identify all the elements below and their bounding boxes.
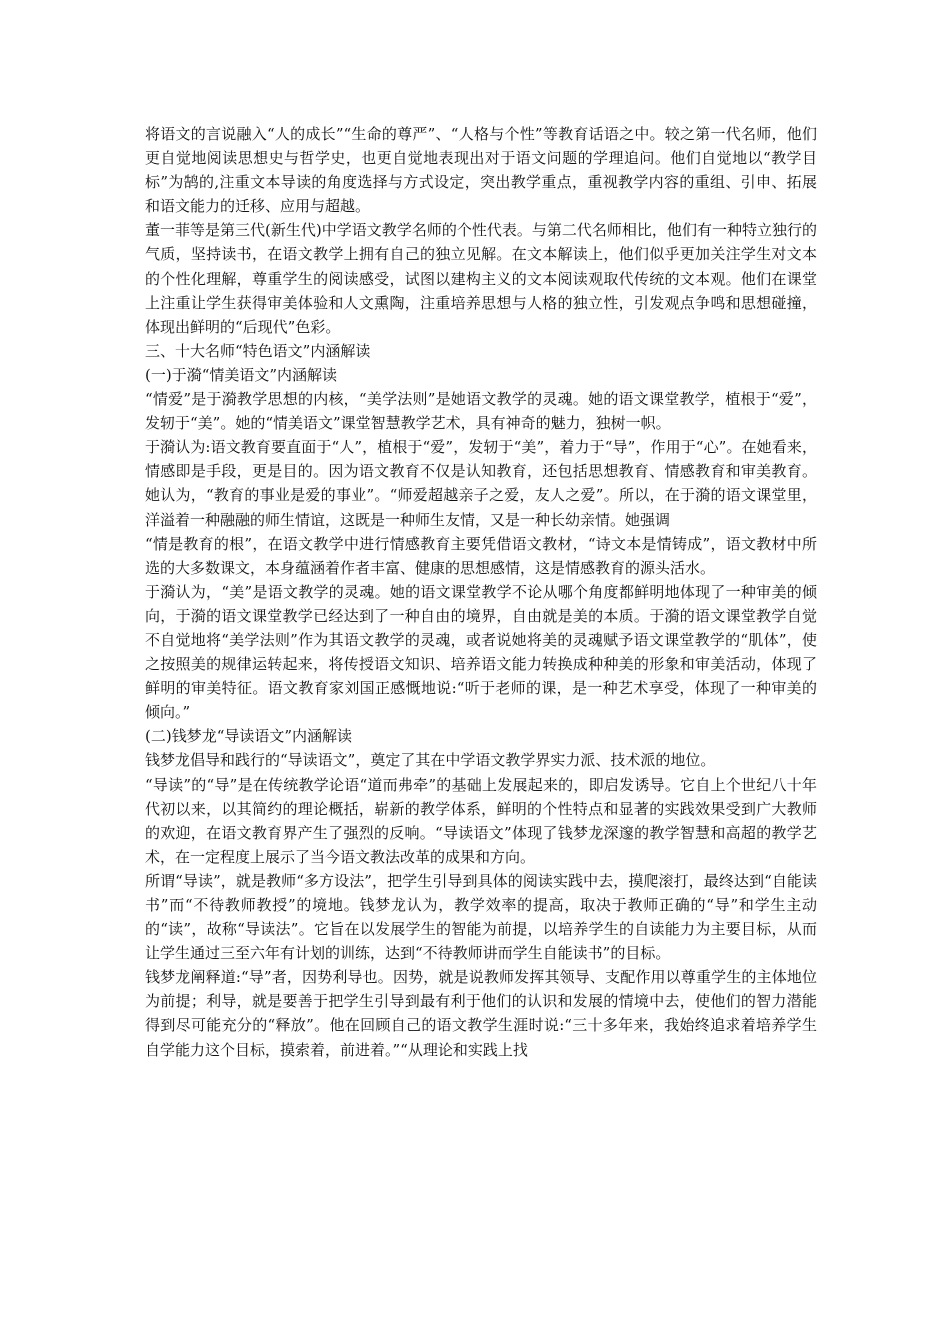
subsection-heading-yu-yi: (一)于漪“情美语文”内涵解读 <box>145 365 338 384</box>
paragraph-daodu-definition: 所谓“导读”，就是教师“多方设法”，把学生引导到具体的阅读实践中去，摸爬滚打，最终达到“自能读书”而“不待教师教授”的境地。钱梦龙认为，教学效率的提高，取决于教师正确的“导”和学生主动的“读”，故称“导读法”。它旨在以发展学生的智能为前提，以培养学生的自读能力为主要目标，从而让学生通过三至六年有计划的训练，达到“不待教师讲而学生自能读书”的目标。 <box>145 871 817 963</box>
paragraph-daodu-intro: 钱梦龙倡导和践行的“导读语文”，奠定了其在中学语文教学界实力派、技术派的地位。 <box>145 751 716 770</box>
paragraph-qingai: “情爱”是于漪教学思想的内核，“美学法则”是她语文教学的灵魂。她的语文课堂教学，植根于“爱”，发轫于“美”。她的“情美语文”课堂智慧教学艺术，具有神奇的魅力，独树一帜。 <box>145 390 817 433</box>
subsection-heading-qian-menglong: (二)钱梦龙“导读语文”内涵解读 <box>145 727 353 746</box>
paragraph-intro-continued: 将语文的言说融入“人的成长”“生命的尊严”、“人格与个性”等教育话语之中。较之第一代名师，他们更自觉地阅读思想史与哲学史，也更自觉地表现出对于语文问题的学理追问。他们自觉地以“教学目标”为鹄的,注重文本导读的角度选择与方式设定，突出教学重点，重视教学内容的重组、引申、拓展和语文能力的迁移、应用与超越。 <box>145 125 817 216</box>
section-heading: 三、十大名师“特色语文”内涵解读 <box>145 341 371 360</box>
paragraph-third-generation: 董一菲等是第三代(新生代)中学语文教学名师的个性代表。与第二代名师相比，他们有一种特立独行的气质，坚持读书，在语文教学上拥有自己的独立见解。在文本解读上，他们似乎更加关注学生对文本的个性化理解，尊重学生的阅读感受，试图以建构主义的文本阅读观取代传统的文本观。他们在课堂上注重让学生获得审美体验和人文熏陶，注重培养思想与人格的独立性，引发观点争鸣和思想碰撞，体现出鲜明的“后现代”色彩。 <box>145 221 817 336</box>
document-body <box>145 122 817 1062</box>
paragraph-daodu-explanation: 钱梦龙阐释道:“导”者，因势利导也。因势，就是说教师发挥其领导、支配作用以尊重学生的主体地位为前提；利导，就是要善于把学生引导到最有利于他们的认识和发展的情境中去，使他们的智力潜能得到尽可能充分的“释放”。他在回顾自己的语文教学生涯时说:“三十多年来，我始终追求着培养学生自学能力这个目标，摸索着，前进着。”“从理论和实践上找 <box>145 968 817 1059</box>
paragraph-yu-yi-view: 于漪认为:语文教育要直面于“人”，植根于“爱”，发轫于“美”，着力于“导”，作用于“心”。在她看来，情感即是手段，更是目的。因为语文教育不仅是认知教育，还包括思想教育、情感教育和审美教育。她认为，“教育的事业是爱的事业”。“师爱超越亲子之爱，友人之爱”。所以，在于漪的语文课堂里，洋溢着一种融融的师生情谊，这既是一种师生友情，又是一种长幼亲情。她强调 <box>145 438 817 529</box>
paragraph-emotion-root: “情是教育的根”，在语文教学中进行情感教育主要凭借语文教材，“诗文本是情铸成”，语文教材中所选的大多数课文，本身蕴涵着作者丰富、健康的思想感情，这是情感教育的源头活水。 <box>145 534 817 577</box>
paragraph-beauty-soul: 于漪认为，“美”是语文教学的灵魂。她的语文课堂教学不论从哪个角度都鲜明地体现了一种审美的倾向，于漪的语文课堂教学已经达到了一种自由的境界，自由就是美的本质。于漪的语文课堂教学自觉不自觉地将“美学法则”作为其语文教学的灵魂，或者说她将美的灵魂赋予语文课堂教学的“肌体”，使之按照美的规律运转起来，将传授语文知识、培养语文能力转换成种种美的形象和审美活动，体现了鲜明的审美特征。语文教育家刘国正感慨地说:“听于老师的课，是一种艺术享受，体现了一种审美的倾向。” <box>145 582 817 722</box>
paragraph-daodu-origin: “导读”的“导”是在传统教学论语“道而弗牵”的基础上发展起来的，即启发诱导。它自上个世纪八十年代初以来，以其简约的理论概括，崭新的教学体系，鲜明的个性特点和显著的实践效果受到广大教师的欢迎，在语文教育界产生了强烈的反响。“导读语文”体现了钱梦龙深邃的教学智慧和高超的教学艺术，在一定程度上展示了当今语文教法改革的成果和方向。 <box>145 775 817 866</box>
